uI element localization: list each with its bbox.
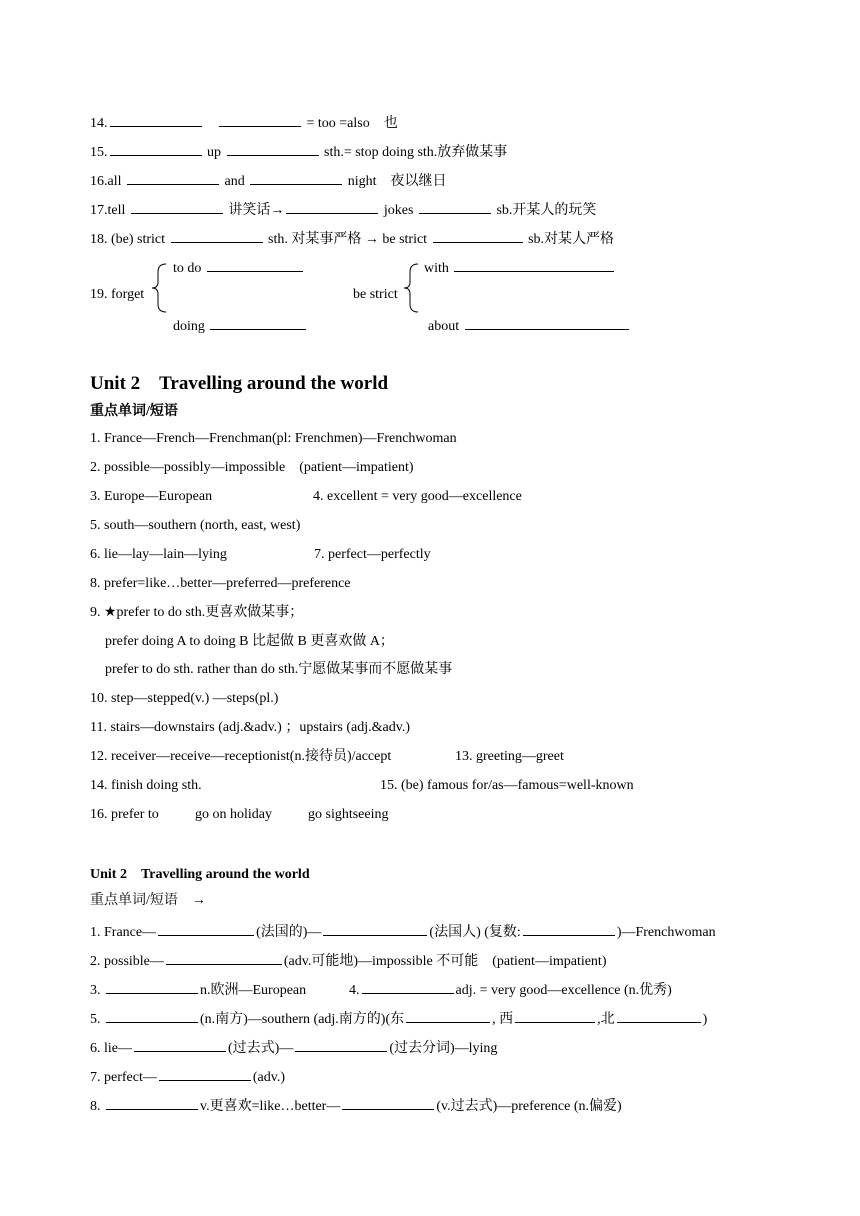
item-text: 18. (be) strict bbox=[90, 232, 166, 247]
strict-option-1 bbox=[424, 257, 616, 278]
forget-label: 19. forget bbox=[90, 287, 145, 302]
answer-blank[interactable] bbox=[159, 1066, 251, 1081]
exercise-line-8 bbox=[90, 1095, 622, 1116]
item-text: about bbox=[428, 319, 460, 334]
vocab-line: prefer to do sth. rather than do sth.宁愿做某事而不愿做某事 bbox=[105, 662, 453, 677]
item-text: sth. 对某事严格 → be strict bbox=[268, 232, 428, 247]
forget-option-2 bbox=[173, 315, 308, 336]
item-text: 16.all bbox=[90, 174, 122, 189]
item-15 bbox=[90, 141, 507, 162]
answer-blank[interactable] bbox=[110, 112, 202, 127]
answer-blank[interactable] bbox=[131, 199, 223, 214]
item-text: ,北 bbox=[597, 1012, 615, 1027]
answer-blank[interactable] bbox=[110, 141, 202, 156]
vocab-line: 1. France—French—Frenchman(pl: Frenchmen)—Frenchwoman bbox=[90, 431, 457, 446]
item-text: and bbox=[224, 174, 245, 189]
item-text: sth.= stop doing sth.放弃做某事 bbox=[324, 145, 508, 160]
answer-blank[interactable] bbox=[406, 1008, 490, 1023]
vocab-line: 9. ★prefer to do sth.更喜欢做某事； bbox=[90, 605, 304, 620]
answer-blank[interactable] bbox=[342, 1095, 434, 1110]
item-text: (法国的)— bbox=[256, 925, 322, 940]
vocab-line: prefer doing A to doing B 比起做 B 更喜欢做 A； bbox=[105, 634, 394, 649]
exercise-line-7 bbox=[90, 1066, 285, 1087]
answer-blank[interactable] bbox=[362, 979, 454, 994]
vocab-line: 14. finish doing sth. bbox=[90, 778, 202, 793]
section-subtitle: 重点单词/短语 bbox=[90, 404, 178, 419]
unit-title: Unit 2 Travelling around the world bbox=[90, 373, 389, 394]
left-brace-icon bbox=[150, 262, 170, 314]
item-text: = too =also 也 bbox=[306, 116, 398, 131]
vocab-line: 16. prefer to bbox=[90, 807, 159, 822]
vocab-line: 4. excellent = very good—excellence bbox=[313, 489, 522, 504]
vocab-line: 13. greeting—greet bbox=[455, 749, 564, 764]
vocab-line: 8. prefer=like…better—preferred—preference bbox=[90, 576, 351, 591]
item-text: 2. possible— bbox=[90, 954, 164, 969]
item-text: to do bbox=[173, 261, 202, 276]
exercise-line-2 bbox=[90, 950, 607, 971]
exercise-line-3 bbox=[90, 979, 306, 1000]
item-text: doing bbox=[173, 319, 205, 334]
answer-blank[interactable] bbox=[106, 1008, 198, 1023]
item-text: v.更喜欢=like…better— bbox=[200, 1099, 341, 1114]
vocab-line: 15. (be) famous for/as—famous=well-known bbox=[380, 778, 634, 793]
item-text: (adv.可能地)—impossible 不可能 (patient—impatient) bbox=[283, 954, 607, 969]
vocab-line: 2. possible—possibly—impossible (patient—impatient) bbox=[90, 460, 414, 475]
exercise-line-5 bbox=[90, 1008, 707, 1029]
item-text: 1. France— bbox=[90, 925, 157, 940]
item-number: 14. bbox=[90, 116, 108, 131]
answer-blank[interactable] bbox=[134, 1037, 226, 1052]
answer-blank[interactable] bbox=[106, 979, 198, 994]
item-text: sb.对某人严格 bbox=[528, 232, 615, 247]
answer-blank[interactable] bbox=[250, 170, 342, 185]
item-14 bbox=[90, 112, 398, 133]
answer-blank[interactable] bbox=[219, 112, 301, 127]
answer-blank[interactable] bbox=[166, 950, 282, 965]
vocab-line: 6. lie—lay—lain—lying bbox=[90, 547, 227, 562]
item-text: 6. lie— bbox=[90, 1041, 132, 1056]
item-text: 7. perfect— bbox=[90, 1070, 157, 1085]
exercise-title: Unit 2 Travelling around the world bbox=[90, 867, 310, 882]
answer-blank[interactable] bbox=[523, 921, 615, 936]
vocab-line: 12. receiver—receive—receptionist(n.接待员)/accept bbox=[90, 749, 392, 764]
strict-label: be strict bbox=[353, 287, 398, 302]
vocab-line: 5. south—southern (north, east, west) bbox=[90, 518, 301, 533]
answer-blank[interactable] bbox=[286, 199, 378, 214]
item-text: )—Frenchwoman bbox=[616, 925, 716, 940]
answer-blank[interactable] bbox=[207, 257, 303, 272]
item-text: up bbox=[207, 145, 221, 160]
answer-blank[interactable] bbox=[171, 228, 263, 243]
strict-option-2 bbox=[428, 315, 631, 336]
item-text: 3. bbox=[90, 983, 101, 998]
item-text: sb.开某人的玩笑 bbox=[496, 203, 597, 218]
item-text: night 夜以继日 bbox=[347, 174, 447, 189]
item-text: 17.tell bbox=[90, 203, 126, 218]
answer-blank[interactable] bbox=[454, 257, 614, 272]
exercise-line-1 bbox=[90, 921, 716, 942]
answer-blank[interactable] bbox=[295, 1037, 387, 1052]
item-text: (v.过去式)—preference (n.偏爱) bbox=[436, 1099, 622, 1114]
answer-blank[interactable] bbox=[127, 170, 219, 185]
answer-blank[interactable] bbox=[227, 141, 319, 156]
answer-blank[interactable] bbox=[419, 199, 491, 214]
left-brace-icon bbox=[402, 262, 422, 314]
item-16 bbox=[90, 170, 447, 191]
vocab-line: 11. stairs—downstairs (adj.&adv.) ；upstairs (adj.&adv.) bbox=[90, 720, 410, 735]
answer-blank[interactable] bbox=[465, 315, 629, 330]
answer-blank[interactable] bbox=[323, 921, 427, 936]
vocab-line: 10. step—stepped(v.) —steps(pl.) bbox=[90, 691, 279, 706]
exercise-line-4 bbox=[349, 979, 672, 1000]
vocab-line: 7. perfect—perfectly bbox=[314, 547, 431, 562]
answer-blank[interactable] bbox=[210, 315, 306, 330]
answer-blank[interactable] bbox=[617, 1008, 701, 1023]
item-text: (法国人) (复数: bbox=[429, 925, 521, 940]
item-number: 15. bbox=[90, 145, 108, 160]
vocab-line: go sightseeing bbox=[308, 807, 389, 822]
item-text: 4. bbox=[349, 983, 360, 998]
item-text: , 西 bbox=[492, 1012, 514, 1027]
item-text: ) bbox=[702, 1012, 708, 1027]
item-text: 讲笑话→ bbox=[228, 203, 285, 218]
item-text: (过去分词)—lying bbox=[389, 1041, 498, 1056]
item-text: (n.南方)—southern (adj.南方的)(东 bbox=[200, 1012, 405, 1027]
item-text: with bbox=[424, 261, 449, 276]
answer-blank[interactable] bbox=[106, 1095, 198, 1110]
answer-blank[interactable] bbox=[515, 1008, 595, 1023]
item-17 bbox=[90, 199, 596, 220]
item-text: adj. = very good—excellence (n.优秀) bbox=[455, 983, 672, 998]
item-text: (adv.) bbox=[252, 1070, 285, 1085]
item-text: jokes bbox=[383, 203, 414, 218]
vocab-line: go on holiday bbox=[195, 807, 272, 822]
item-text: 8. bbox=[90, 1099, 101, 1114]
item-text: 5. bbox=[90, 1012, 101, 1027]
section-subtitle: 重点单词/短语 → bbox=[90, 893, 206, 908]
answer-blank[interactable] bbox=[433, 228, 523, 243]
item-18 bbox=[90, 228, 614, 249]
item-text: (过去式)— bbox=[228, 1041, 294, 1056]
exercise-line-6 bbox=[90, 1037, 497, 1058]
vocab-line: 3. Europe—European bbox=[90, 489, 213, 504]
answer-blank[interactable] bbox=[158, 921, 254, 936]
forget-option-1 bbox=[173, 257, 305, 278]
item-text: n.欧洲—European bbox=[200, 983, 307, 998]
